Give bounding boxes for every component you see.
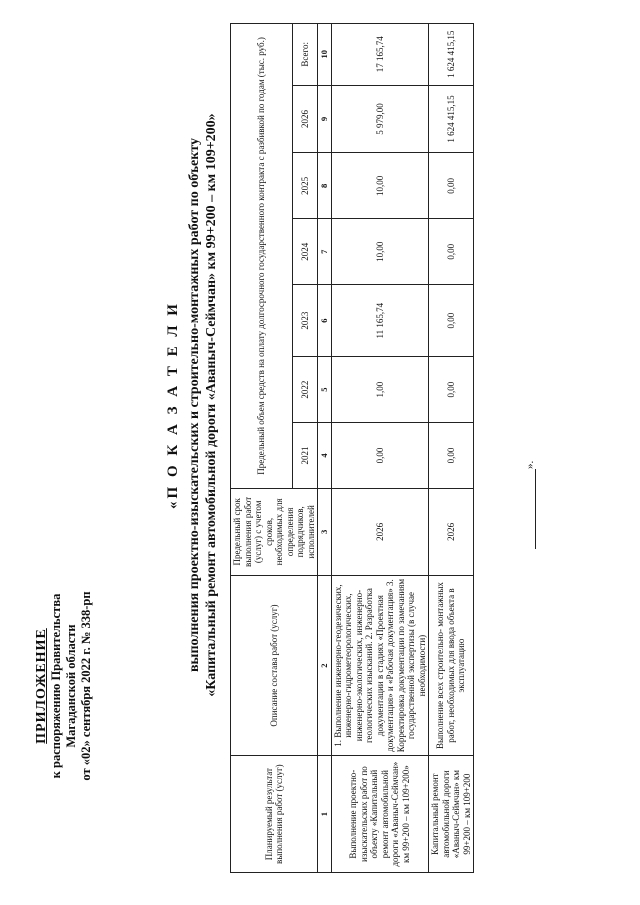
header-result: Планируемый результат выполнения работ (услуг) (231, 756, 318, 873)
appendix-title: ПРИЛОЖЕНИЕ (34, 628, 49, 744)
header-budget: Предельный объем средств на оплату долгосрочного государственного контракта с разбивкой по годам (тыс. руб.) (231, 24, 293, 489)
header-year: 2026 (293, 85, 318, 153)
closing-mark: ». (524, 460, 536, 469)
row-value: 0,00 (429, 219, 474, 285)
column-number: 3 (318, 488, 332, 575)
row-value: 10,00 (331, 219, 429, 285)
header-year: 2025 (293, 153, 318, 219)
row-value: 5 979,00 (331, 85, 429, 153)
row-total: 1 624 415,15 (429, 24, 474, 86)
row-total: 17 165,74 (331, 24, 429, 86)
header-year: 2024 (293, 219, 318, 285)
appendix-block (34, 556, 94, 816)
row-value: 0,00 (331, 423, 429, 489)
column-number: 6 (318, 285, 332, 357)
column-number: 4 (318, 423, 332, 489)
row-value: 10,00 (331, 153, 429, 219)
header-year: 2022 (293, 357, 318, 423)
appendix-line: Магаданской области (64, 624, 78, 748)
row-value: 1 624 415,15 (429, 85, 474, 153)
row-value: 0,00 (429, 153, 474, 219)
header-total: Всего: (293, 24, 318, 86)
header-year: 2021 (293, 423, 318, 489)
headline-line: выполнения проектно-изыскательских и строительно-монтажных работ по объекту (187, 138, 202, 672)
headline-line: «Капитальный ремонт автомобильной дороги «Аваныч-Сеймчан» км 99+200 – км 109+200» (204, 113, 219, 697)
column-number: 5 (318, 357, 332, 423)
row-result: Капитальный ремонт автомобильной дороги «Аваныч-Сеймчан» км 99+200 – км 109+200 (429, 756, 474, 873)
row-description: Выполнение всех строительно- монтажных работ, необходимых для ввода объекта в эксплуатацию (429, 575, 474, 755)
table-row (331, 24, 429, 873)
row-result: Выполнение проектно-изыскательских работ по объекту «Капитальный ремонт автомобильной дороги «Аваныч-Сеймчан» км 99+200 – км 109+200» (331, 756, 429, 873)
column-number: 7 (318, 219, 332, 285)
headline-title: «П О К А З А Т Е Л И (165, 301, 181, 509)
row-value: 1,00 (331, 357, 429, 423)
header-description: Описание состава работ (услуг) (231, 575, 318, 755)
column-number: 10 (318, 24, 332, 86)
row-value: 0,00 (429, 423, 474, 489)
closing-line (524, 289, 536, 549)
column-number: 2 (318, 575, 332, 755)
column-number: 9 (318, 85, 332, 153)
row-deadline: 2026 (429, 488, 474, 575)
row-description: 1. Выполнение инженерно-геодезических, инженерно-гидрометеорологических, инженерно-экологических, инженерно-геологических изысканий. 2. Разработка документации в стадиях «Проектная документация» и «Рабочая документация» 3. Корректировка документации по замечаниям государственной экспертизы (в случае необходимости) (331, 575, 429, 755)
indicators-table (230, 23, 474, 873)
header-year: 2023 (293, 285, 318, 357)
column-number: 1 (318, 756, 332, 873)
appendix-line: к распоряжению Правительства (49, 593, 63, 779)
appendix-line: от «02» сентября 2022 г. № 338-рп (79, 591, 93, 781)
document-headline (165, 35, 220, 775)
signature-rule (535, 469, 536, 549)
column-number-row (318, 24, 332, 873)
row-deadline: 2026 (331, 488, 429, 575)
row-value: 11 165,74 (331, 285, 429, 357)
header-deadline: Предельный срок выполнения работ (услуг) с учетом сроков, необходимых для определения подрядчиков, исполнителей (231, 488, 318, 575)
table-row (429, 24, 474, 873)
row-value: 0,00 (429, 285, 474, 357)
row-value: 0,00 (429, 357, 474, 423)
column-number: 8 (318, 153, 332, 219)
